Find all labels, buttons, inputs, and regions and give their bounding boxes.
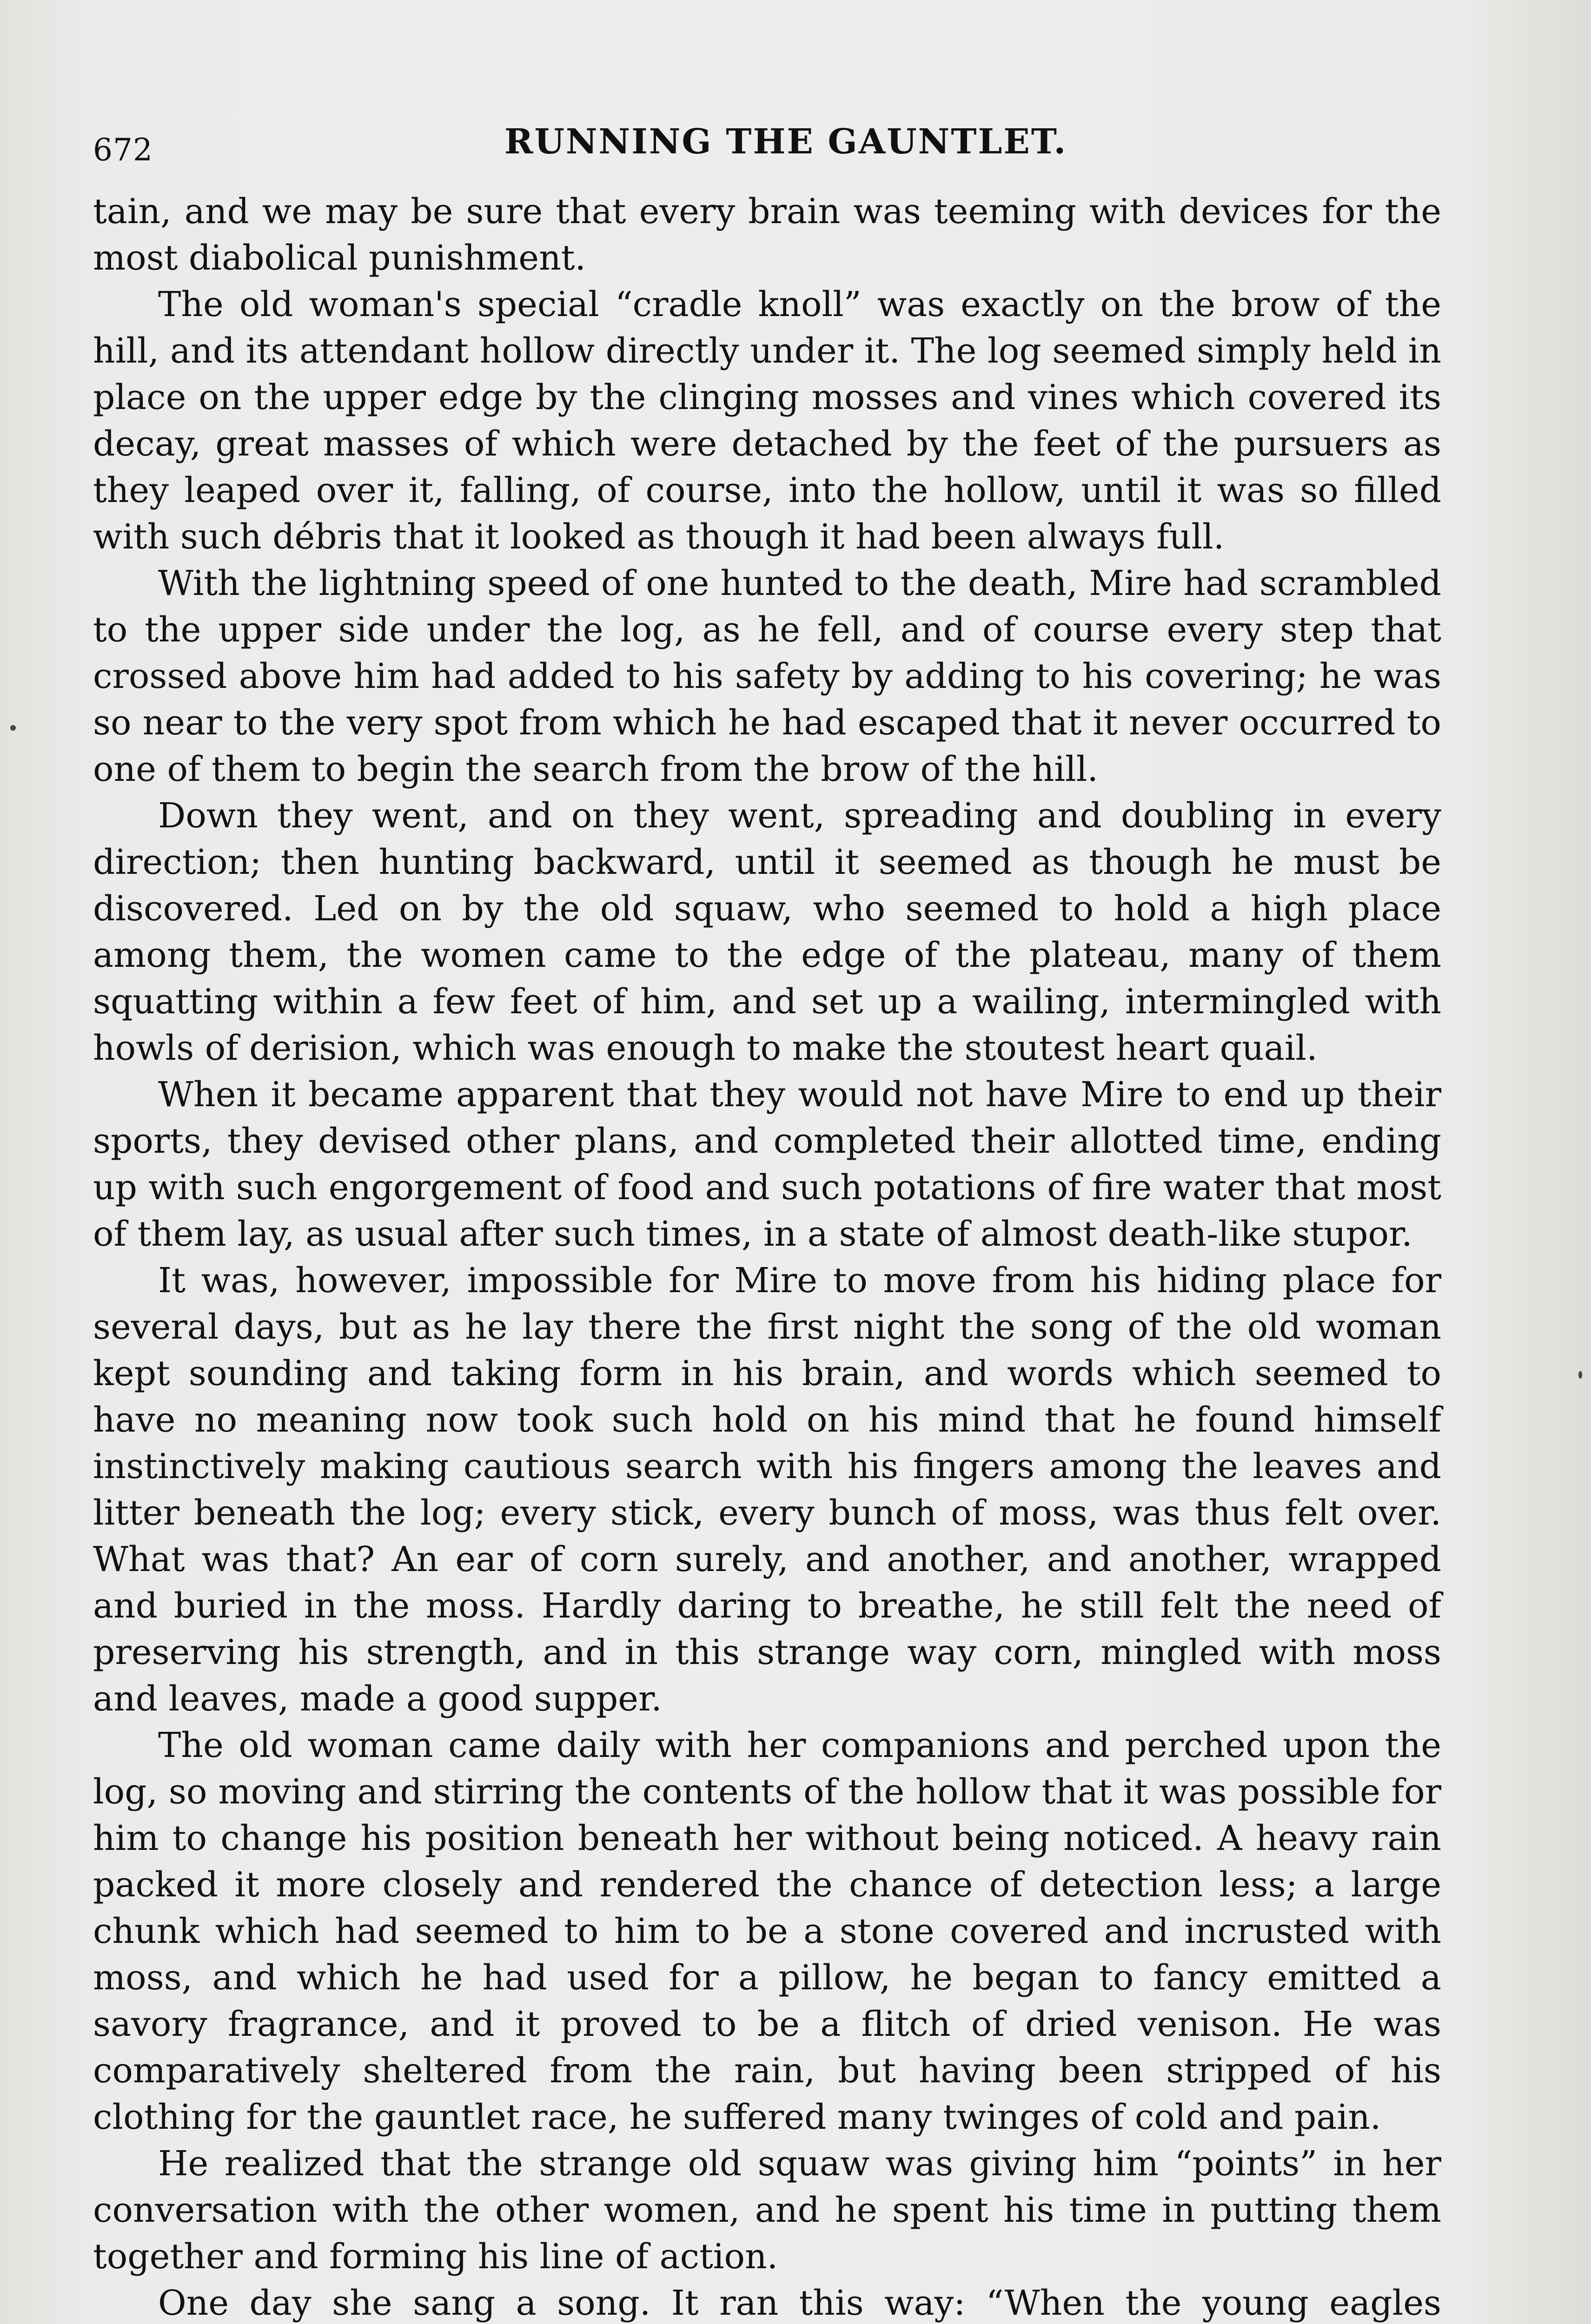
paragraph: With the lightning speed of one hunted to the death, Mire had scrambled to the upper side under the log, as he fell, and of course every step that crossed above him had added to his safety by adding to his covering; he was so near to the very spot from which he had escaped that it never occurred to one of them to begin the search from the brow of the hill. (93, 563, 1441, 789)
paragraph: Down they went, and on they went, spreading and doubling in every direction; then hunting backward, until it seemed as though he must be discovered. Led on by the old squaw, who seemed to hold a high place among them, the women came to the edge of the plateau, many of them squatting within a few feet of him, and set up a wailing, intermingled with howls of derision, which was enough to make the stoutest heart quail. (93, 796, 1441, 1068)
paragraph: The old woman's special “cradle knoll” was exactly on the brow of the hill, and its attendant hollow directly under it. The log seemed simply held in place on the upper edge by the clinging mosses and vines which covered its decay, great masses of which were detached by the feet of the pursuers as they leaped over it, falling, of course, into the hollow, until it was so filled with such débris that it looked as though it had been always full. (93, 284, 1441, 557)
paragraph: When it became apparent that they would not have Mire to end up their sports, they devised other plans, and completed their allotted time, ending up with such engorgement of food and such potations of fire water that most of them lay, as usual after such times, in a state of almost death-like stupor. (93, 1075, 1441, 1254)
print-speck (10, 725, 16, 731)
page-number: 672 (93, 132, 153, 168)
paragraph: tain, and we may be sure that every brain was teeming with devices for the most diabolical punishment. (93, 191, 1441, 278)
paragraph: One day she sang a song. It ran this way: “When the young eagles (158, 2283, 1441, 2323)
paragraph: He realized that the strange old squaw was giving him “points” in her conversation with the other women, and he spent his time in putting them together and forming his line of action. (93, 2144, 1441, 2277)
page-header (93, 122, 1478, 173)
running-title: RUNNING THE GAUNTLET. (504, 122, 1067, 162)
print-speck (1578, 1371, 1582, 1379)
paragraph: The old woman came daily with her companions and perched upon the log, so moving and stirring the contents of the hollow that it was possible for him to change his position beneath her without being noticed. A heavy rain packed it more closely and rendered the chance of detection less; a large chunk which had seemed to him to be a stone covered and incrusted with moss, and which he had used for a pillow, he began to fancy emitted a savory fragrance, and it proved to be a flitch of dried venison. He was comparatively sheltered from the rain, but having been stripped of his clothing for the gauntlet race, he suffered many twinges of cold and pain. (93, 1725, 1441, 2137)
body-text (93, 188, 1441, 2324)
paragraph: It was, however, impossible for Mire to move from his hiding place for several days, but as he lay there the first night the song of the old woman kept sounding and taking form in his brain, and words which seemed to have no meaning now took such hold on his mind that he found himself instinctively making cautious search with his fingers among the leaves and litter beneath the log; every stick, every bunch of moss, was thus felt over. What was that? An ear of corn surely, and another, and another, wrapped and buried in the moss. Hardly daring to breathe, he still felt the need of preserving his strength, and in this strange way corn, mingled with moss and leaves, made a good supper. (93, 1261, 1441, 1719)
